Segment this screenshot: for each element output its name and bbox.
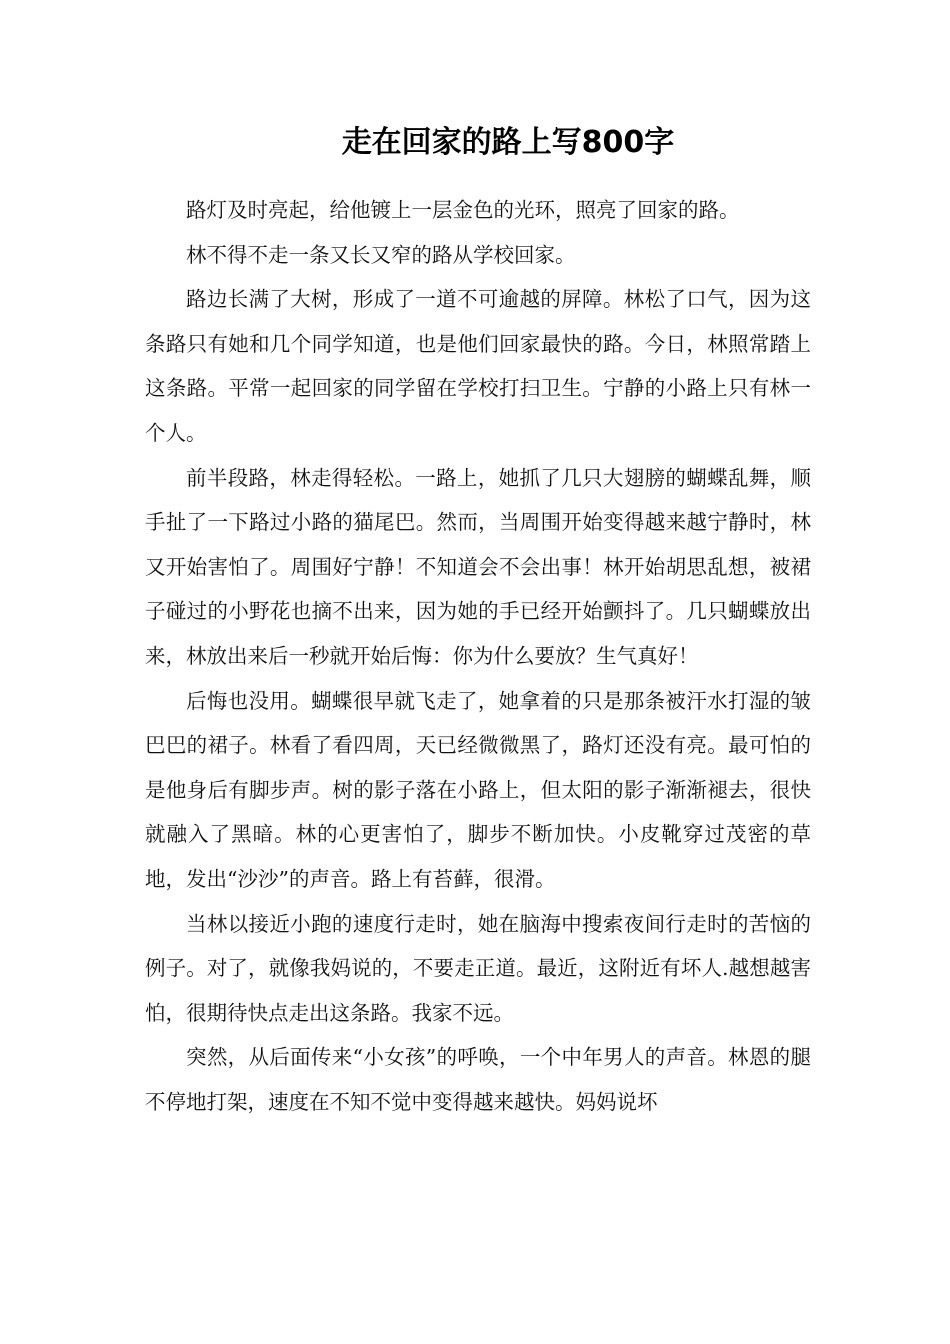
paragraph: 突然，从后面传来“小女孩”的呼唤，一个中年男人的声音。林恩的腿不停地打架，速度在不知不觉中变得越来越快。妈妈说坏 [145, 1045, 811, 1114]
paragraph: 后悔也没用。蝴蝶很早就飞走了，她拿着的只是那条被汗水打湿的皱巴巴的裙子。林看了看四周，天已经微微黑了，路灯还没有亮。最可怕的是他身后有脚步声。树的影子落在小路上，但太阳的影子渐渐褪去，很快就融入了黑暗。林的心更害怕了，脚步不断加快。小皮靴穿过茂密的草地，发出“沙沙”的声音。路上有苔藓，很滑。 [145, 688, 811, 891]
paragraph: 前半段路，林走得轻松。一路上，她抓了几只大翅膀的蝴蝶乱舞，顺手扯了一下路过小路的猫尾巴。然而，当周围开始变得越来越宁静时，林又开始害怕了。周围好宁静！不知道会不会出事！林开始胡思乱想，被裙子碰过的小野花也摘不出来，因为她的手已经开始颤抖了。几只蝴蝶放出来，林放出来后一秒就开始后悔：你为什么要放？生气真好！ [145, 465, 811, 668]
document-title: 走在回家的路上写800字 [341, 125, 675, 160]
document-body [145, 188, 811, 1124]
paragraph: 林不得不走一条又长又窄的路从学校回家。 [186, 242, 576, 267]
paragraph: 路边长满了大树，形成了一道不可逾越的屏障。林松了口气，因为这条路只有她和几个同学知道，也是他们回家最快的路。今日，林照常踏上这条路。平常一起回家的同学留在学校打扫卫生。宁静的小路上只有林一个人。 [145, 287, 811, 445]
paragraph: 路灯及时亮起，给他镀上一层金色的光环，照亮了回家的路。 [186, 198, 740, 222]
paragraph: 当林以接近小跑的速度行走时，她在脑海中搜索夜间行走时的苦恼的例子。对了，就像我妈说的，不要走正道。最近，这附近有坏人.越想越害怕，很期待快点走出这条路。我家不远。 [145, 911, 811, 1025]
